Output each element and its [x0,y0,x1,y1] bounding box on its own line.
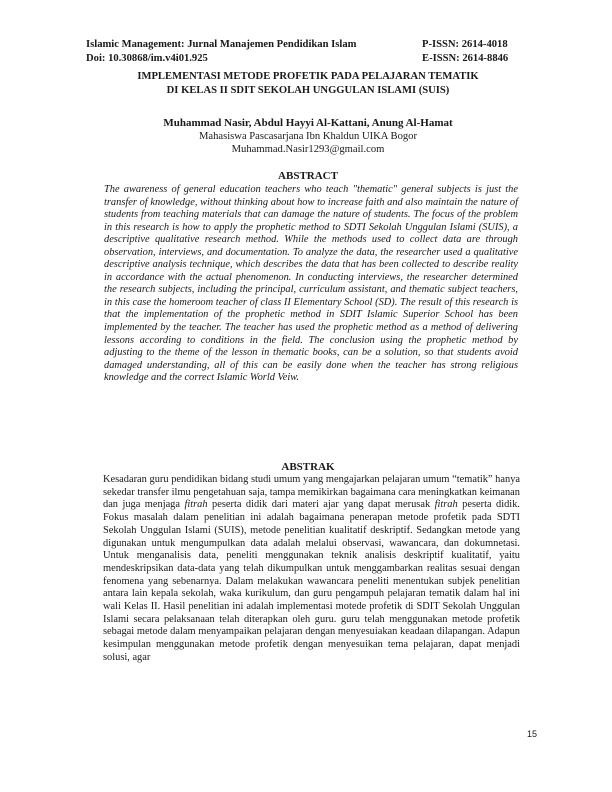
title-line-1: IMPLEMENTASI METODE PROFETIK PADA PELAJARAN TEMATIK [137,71,479,82]
page-number: 15 [527,729,538,739]
abstract-heading: ABSTRACT [278,170,338,182]
abstrak-part-3: peserta didik. Fokus masalah dalam penelitian ini adalah bagaimana penerapan metode profetik pada SDTI Sekolah Unggulan Islami (SUIS), metode penelitian kualitatif deskriptif. Sedangkan metode yang digunakan untuk mengumpulkan data adalah melalui observasi, wawancara, dan dokumnetasi. Untuk menganalisis data, peneliti menggunakan teknik analisis deskriptif kualitatif, yaitu mendeskripsikan data-data yang telah dikumpulkan untuk menggambarkan realitas sesuai dengan fenomena yang sebenarnya. Dalam melakukan wawancara peneliti menentukan subjek penelitian antara lain kepala sekolah, waka kurikulum, dan guru pengampuh pelajaran tematik dalam hal ini wali Kelas II. Hasil penelitian ini adalah implementasi motede profetik di SDIT Sekolah Unggulan Islami secara pelaksanaan telah diterapkan oleh guru. guru telah menggunakan metode profetik sebagai metode dalam menyampaikan pelajaran dengan menyesuiakan keadaan dilapangan. Adapun kesimpulan menggunakan metode profetik dengan menyesuikan tema pelajaran, dapat menjadi solusi, agar [103,499,520,663]
running-header [86,38,530,65]
pissn: P-ISSN: 2614-4018 [422,39,508,50]
abstrak-part-1: Kesadaran guru pendidikan bidang studi umum yang mengajarkan pelajaran umum “tematik” hanya sekedar transfer ilmu pengetahuan saja, tampa memikirkan bagaimana cara meningkatkan keimanan dan juga menjaga [103,474,520,511]
affiliation: Mahasiswa Pascasarjana Ibn Khaldun UIKA Bogor [198,131,417,142]
author-list: Muhammad Nasir, Abdul Hayyi Al-Kattani, Anung Al-Hamat [163,117,453,129]
author-info [90,130,526,156]
journal-name: Islamic Management: Jurnal Manajemen Pendidikan Islam [86,39,357,50]
title-line-2: DI KELAS II SDIT SEKOLAH UNGGULAN ISLAMI (SUIS) [166,84,450,96]
abstrak-heading: ABSTRAK [281,461,335,473]
paper-title [90,70,526,97]
email: Muhammad.Nasir1293@gmail.com [231,144,385,155]
abstrak-indonesian-text [103,474,520,665]
fitrah-term: fitrah [434,499,458,511]
abstrak-part-2: peserta didik dari materi ajar yang dapat merusak [207,499,435,511]
doi: Doi: 10.30868/im.v4i01.925 [86,52,208,64]
abstract-english-text: The awareness of general education teachers who teach "thematic" general subjects is just the transfer of knowledge, without thinking about how to increase faith and also maintain the nature of students from teaching materials that can damage the nature of students. The focus of the problem in this research is how to apply the prophetic method to SDTI Sekolah Unggulan Islami (SUIS), a descriptive qualitative research method. While the methods used to collect data are through observation, interviews, and documentation. To analyze the data, the researcher used a qualitative descriptive analysis technique, which describes the data that has been collected to describe reality in accordance with the actual phenomenon. In conducting interviews, the researcher determined the research subjects, including the principal, curriculum assistant, and thematic subject teachers, in this case the homeroom teacher of class II Elementary School (SD). The result of this research is that the implementation of the prophetic method in SDIT Islamic Superior School has been implemented by the teacher. The teacher has used the prophetic method as a method of delivering lessons according to conditions in the field. The conclusion using the prophetic method by adjusting to the theme of the lesson in thematic books, can be a solution, so that students avoid damaged understanding, all of this can be easily done when the teacher has strong religious knowledge and the correct Islamic World Veiw. [104,184,518,384]
eissn: E-ISSN: 2614-8846 [422,52,509,64]
fitrah-term: fitrah [184,499,208,511]
